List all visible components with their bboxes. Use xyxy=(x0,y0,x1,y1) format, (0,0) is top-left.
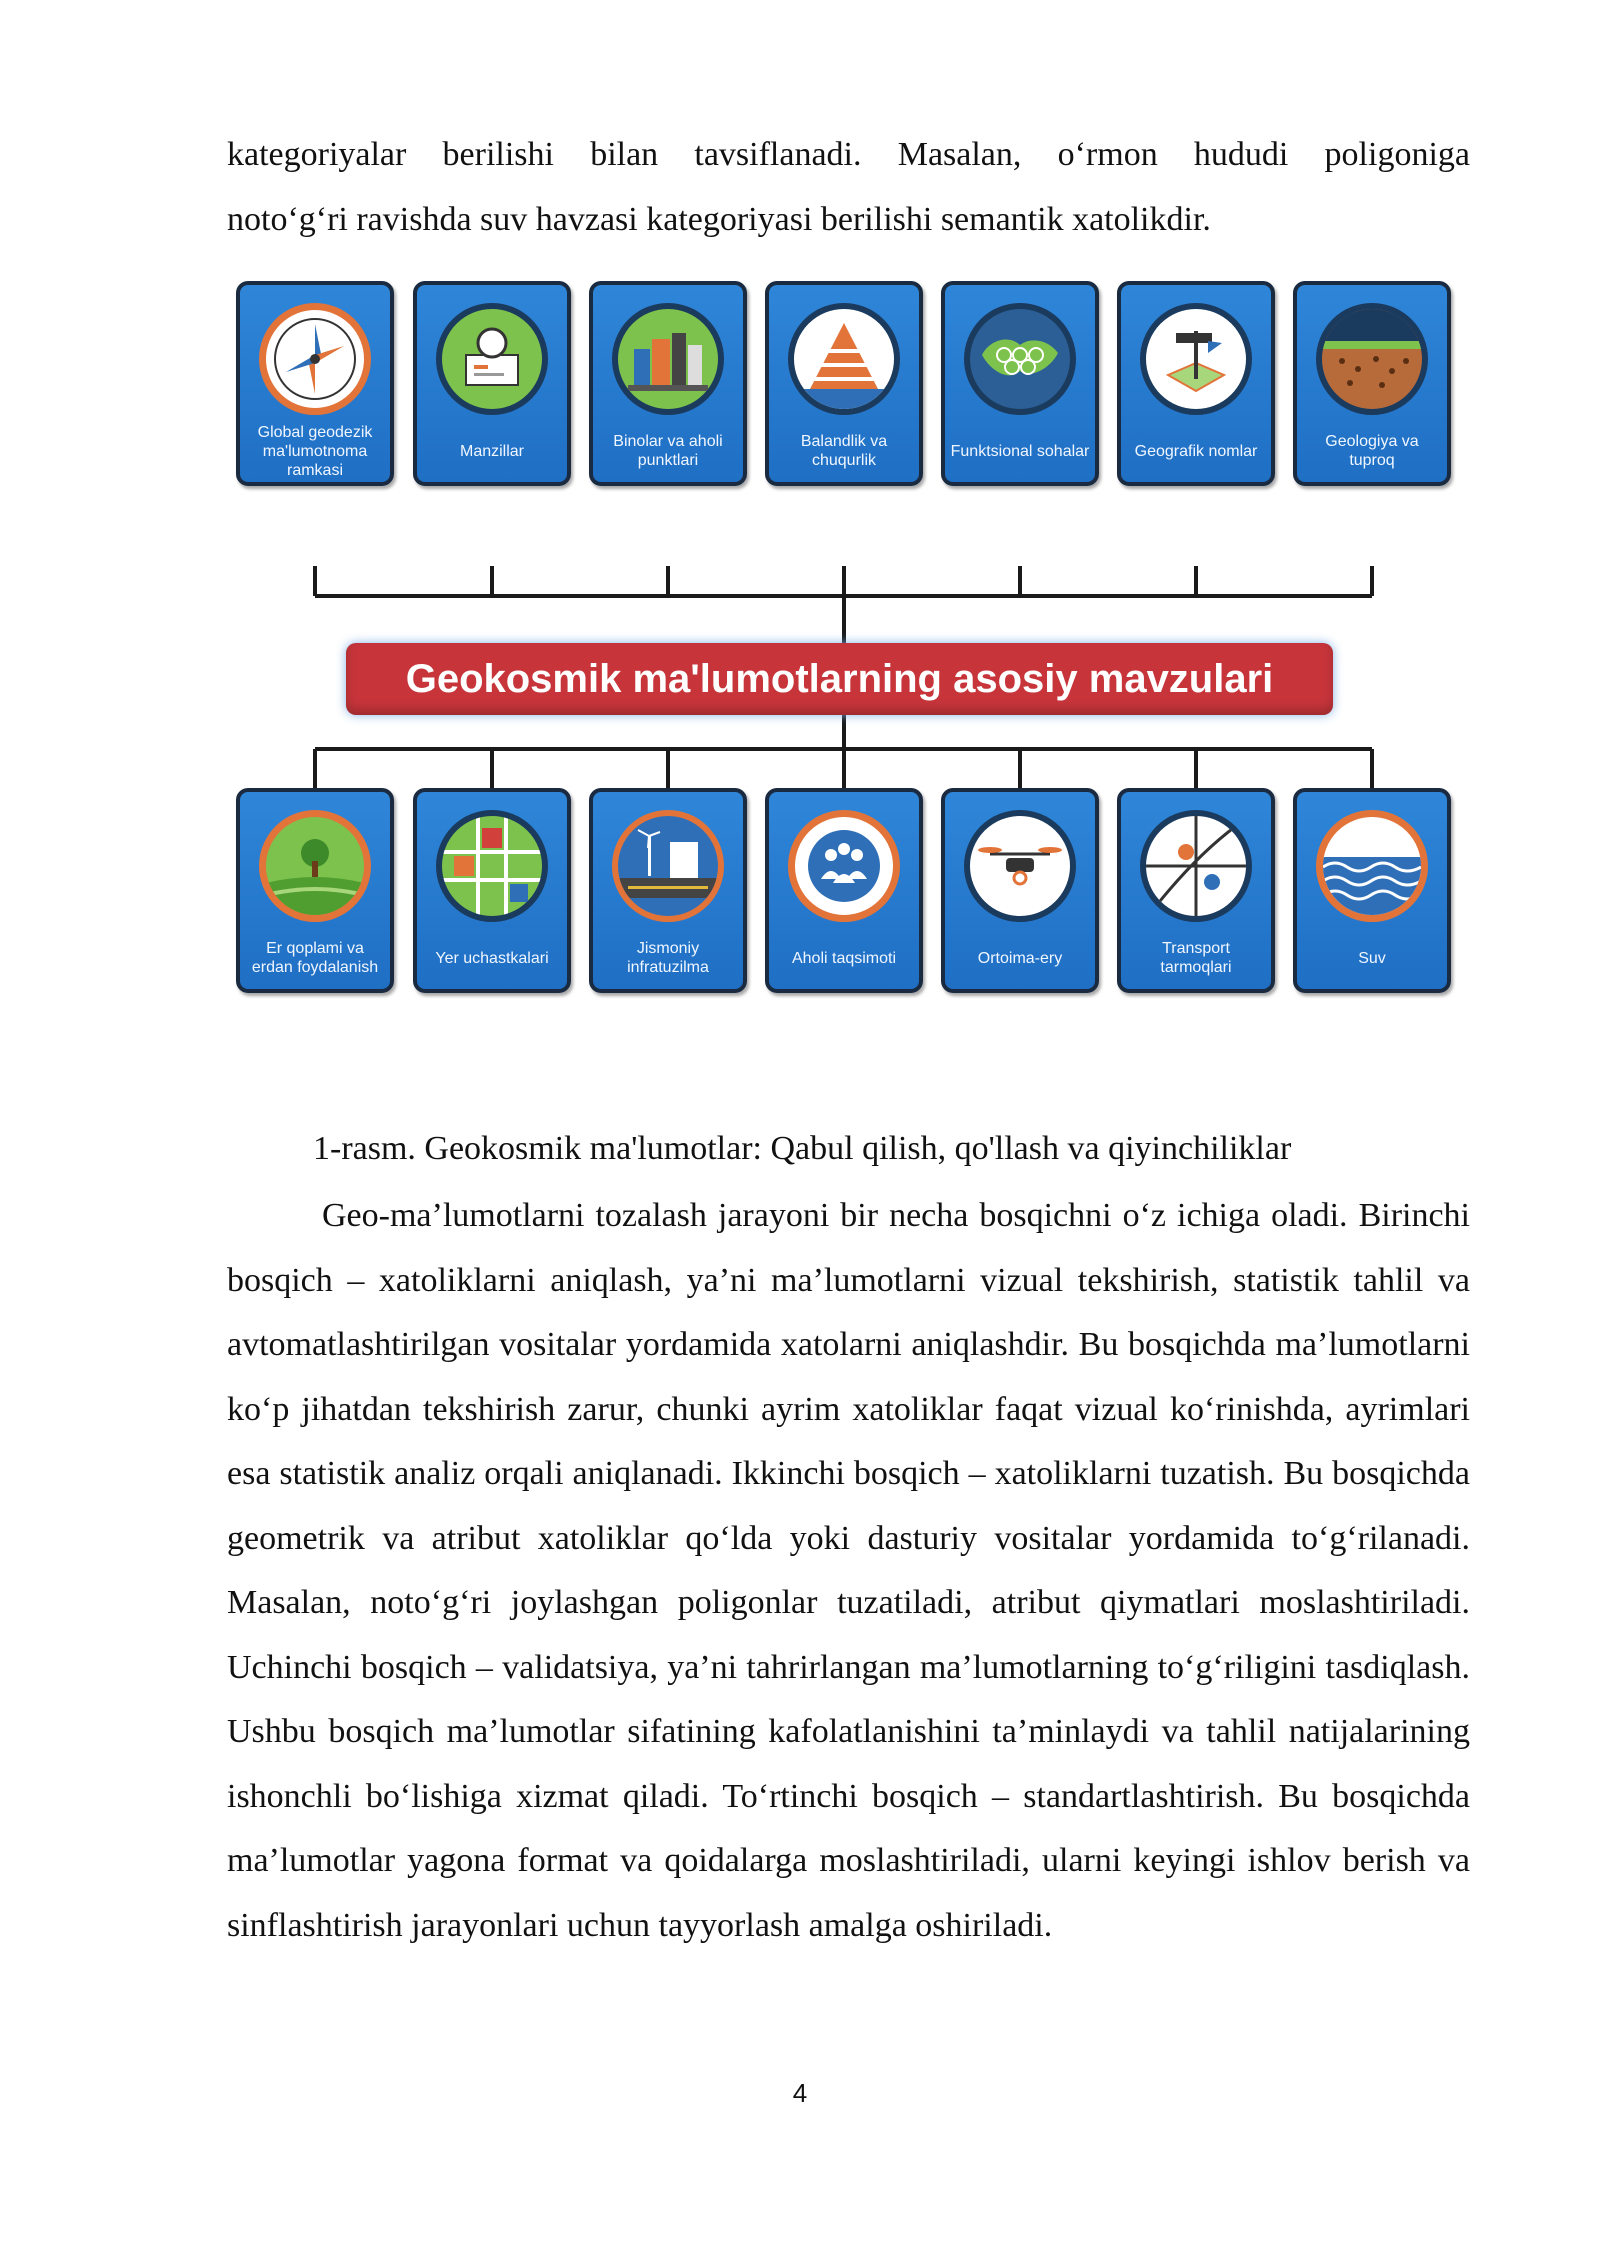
land-cover-icon xyxy=(259,810,371,922)
tile-orthoimagery xyxy=(941,788,1099,993)
tile-label: Transport tarmoqlari xyxy=(1160,940,1232,976)
tile-label: Suv xyxy=(1358,949,1386,967)
tile-infrastructure xyxy=(589,788,747,993)
tile-label: Global geodezik ma'lumotnoma ramkasi xyxy=(257,423,373,479)
tile-water xyxy=(1293,788,1451,993)
intro-paragraph xyxy=(227,123,1470,252)
tile-land-parcels xyxy=(413,788,571,993)
buildings-icon xyxy=(612,303,724,415)
elevation-icon xyxy=(788,303,900,415)
tile-geology xyxy=(1293,281,1451,486)
tile-elevation xyxy=(765,281,923,486)
tile-label: Balandlik va chuqurlik xyxy=(800,433,888,469)
figure-caption: 1-rasm. Geokosmik ma'lumotlar: Qabul qilish, qo'llash va qiyinchiliklar xyxy=(313,1130,1292,1167)
tile-label: Binolar va aholi punktlari xyxy=(613,433,723,469)
tile-label: Jismoniy infratuzilma xyxy=(627,940,709,976)
intro-line-2: noto‘g‘ri ravishda suv havzasi kategoriyasi berilishi semantik xatolikdir. xyxy=(227,200,1211,238)
tile-label: Geografik nomlar xyxy=(1134,442,1258,460)
drone-icon xyxy=(964,810,1076,922)
tile-label: Yer uchastkalari xyxy=(435,949,549,967)
figure-banner-title: Geokosmik ma'lumotlarning asosiy mavzulari xyxy=(346,643,1333,715)
tile-population xyxy=(765,788,923,993)
water-icon xyxy=(1316,810,1428,922)
intro-line-1: kategoriyalar berilishi bilan tavsiflanadi. Masalan, o‘rmon hududi poligoniga xyxy=(227,136,1470,173)
transport-icon xyxy=(1140,810,1252,922)
figure-geospatial-themes xyxy=(227,273,1470,1096)
tile-global-geodetic xyxy=(236,281,394,486)
page-number: 4 xyxy=(792,2078,808,2108)
tile-label: Manzillar xyxy=(459,442,524,460)
parcels-icon xyxy=(436,810,548,922)
body-paragraph: Geo-ma’lumotlarni tozalash jarayoni bir necha bosqichni o‘z ichiga oladi. Birinchi bosqich – xatoliklarni aniqlash, ya’ni ma’lumotlarni vizual tekshirish, statistik tahlil va avtomatlashtirilgan vositalar yordamida xatolarni aniqlashdir. Bu bosqichda ma’lumotlarni ko‘p jihatdan tekshirish zarur, chunki ayrim xatoliklar faqat vizual ko‘rinishda, ayrimlari esa statistik analiz orqali aniqlanadi. Ikkinchi bosqich – xatoliklarni tuzatish. Bu bosqichda geometrik va atribut xatoliklar qo‘lda yoki dasturiy vositalar yordamida to‘g‘rilanadi. Masalan, noto‘g‘ri joylashgan poligonlar tuzatiladi, atribut qiymatlari moslashtiriladi. Uchinchi bosqich – validatsiya, ya’ni tahrirlangan ma’lumotlarning to‘g‘riligini tasdiqlash. Ushbu bosqich ma’lumotlar sifatining kafolatlanishini ta’minlaydi va tahlil natijalarining ishonchli bo‘lishiga xizmat qiladi. To‘rtinchi bosqich – standartlashtirish. Bu bosqichda ma’lumotlar yagona format va qoidalarga moslashtiriladi, ularni keyingi ishlov berish va sinflashtirish jarayonlari uchun tayyorlash amalga oshiriladi. xyxy=(227,1197,1470,1944)
tile-functional-areas xyxy=(941,281,1099,486)
tile-transport xyxy=(1117,788,1275,993)
population-icon xyxy=(788,810,900,922)
address-icon xyxy=(436,303,548,415)
tile-addresses xyxy=(413,281,571,486)
tile-label: Geologiya va tuproq xyxy=(1325,433,1419,469)
tile-buildings xyxy=(589,281,747,486)
compass-icon xyxy=(259,303,371,415)
infrastructure-icon xyxy=(612,810,724,922)
tile-land-cover xyxy=(236,788,394,993)
tile-label: Aholi taqsimoti xyxy=(791,949,897,967)
signpost-icon xyxy=(1140,303,1252,415)
soil-icon xyxy=(1316,303,1428,415)
tile-geographic-names xyxy=(1117,281,1275,486)
tile-label: Ortoima-ery xyxy=(977,949,1063,967)
tile-label: Er qoplami va erdan foydalanish xyxy=(251,940,379,976)
tile-label: Funktsional sohalar xyxy=(950,442,1090,460)
network-map-icon xyxy=(964,303,1076,415)
